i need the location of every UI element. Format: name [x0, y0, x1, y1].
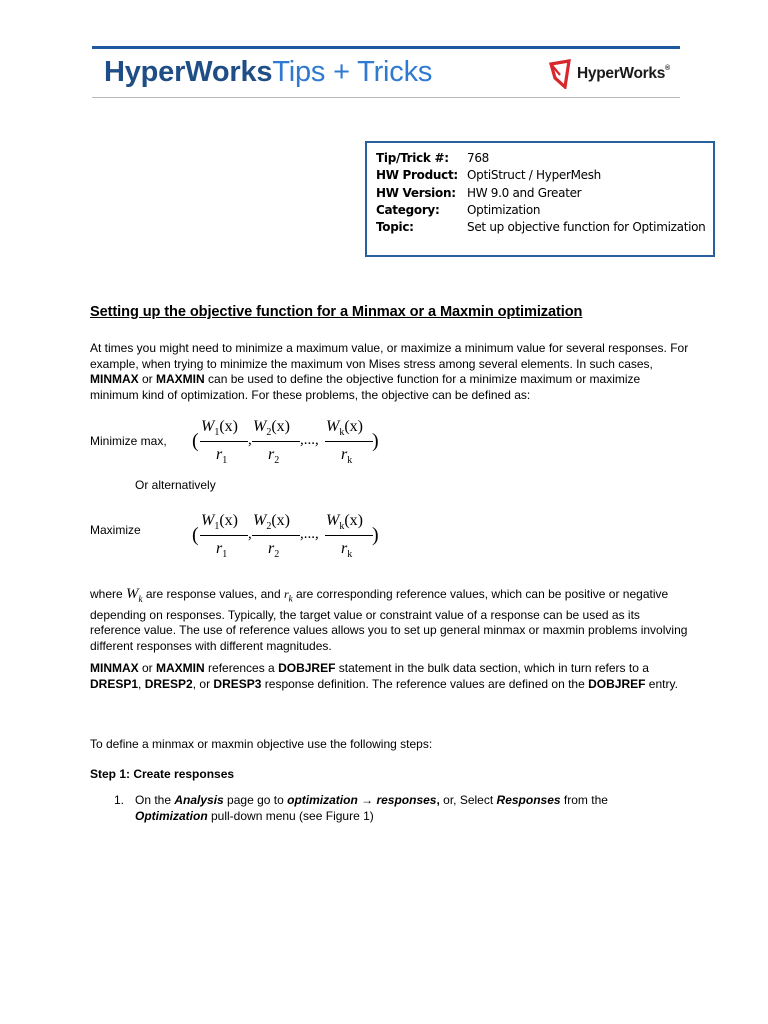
text-run: are corresponding reference values, which can be positive or negative depending on responses. Typically, the target value or constraint value of a response can be used as its reference value. The use of reference values allows you to set up general minmax or maxmin problems involving different responses with different magnitudes.: [90, 587, 688, 653]
formula-symbol: W: [201, 512, 215, 529]
info-value: HW 9.0 and Greater: [467, 185, 582, 200]
info-label: Topic:: [376, 220, 414, 235]
info-label: HW Version:: [376, 185, 456, 200]
tip-info-box: [365, 141, 715, 257]
formula-ellipsis: ,...,: [300, 526, 319, 542]
formula-symbol: r: [341, 446, 348, 463]
text-run: are response values, and: [142, 587, 284, 601]
text-run: ,: [138, 676, 145, 691]
formula-close-paren: ): [372, 524, 379, 546]
inline-math-wk: [126, 586, 143, 602]
header-top-bar: [92, 46, 680, 49]
maximize-label: Maximize: [90, 523, 141, 537]
keyword: DOBJREF: [588, 676, 646, 691]
text-run: or: [138, 372, 157, 386]
intro-paragraph: [90, 341, 690, 403]
text-run: entry.: [645, 676, 678, 691]
keyword: MAXMIN: [156, 661, 205, 675]
formula-numerator-2: [253, 512, 290, 532]
logo-trademark: ®: [665, 65, 670, 72]
info-value: 768: [467, 151, 490, 165]
text-run: or: [138, 661, 157, 675]
formula-subscript: k: [339, 521, 345, 533]
hyperworks-logo: [548, 58, 670, 90]
formula-subscript: 1: [222, 549, 228, 561]
formula-symbol: W: [201, 418, 215, 435]
header-title-brand: HyperWorks: [104, 56, 273, 88]
keyword: DRESP2: [144, 676, 193, 691]
header-title-tips: Tips + Tricks: [272, 56, 433, 88]
logo-wordmark: HyperWorks: [577, 65, 666, 82]
formula-argument: (x): [344, 512, 363, 529]
keyword: DRESP3: [213, 676, 262, 691]
info-row-topic: [376, 219, 713, 236]
formula-symbol: W: [253, 512, 267, 529]
text-run: page go to: [223, 793, 288, 807]
info-label: Tip/Trick #:: [376, 151, 449, 165]
formula-subscript: k: [339, 427, 345, 439]
info-row-tip: [376, 150, 713, 167]
info-row-version: [376, 185, 713, 202]
text-run: At times you might need to minimize a maximum value, or maximize a minimum value for several responses. For example, when trying to minimize the maximum von Mises stress among several elements. In such cases,: [90, 341, 689, 371]
step-1-heading: Step 1: Create responses: [90, 767, 235, 781]
formula-fraction-line: [325, 441, 373, 442]
formula-comma: ,: [248, 432, 252, 448]
text-run: references a: [204, 661, 279, 675]
formula-numerator-2: [253, 418, 290, 438]
math-subscript: k: [288, 593, 293, 604]
formula-subscript: 1: [214, 521, 220, 533]
info-row-category: [376, 202, 713, 219]
formula-denominator-2: [268, 540, 279, 560]
formula-subscript: 1: [214, 427, 220, 439]
info-row-product: [376, 167, 713, 184]
formula-ellipsis: ,...,: [300, 432, 319, 448]
formula-close-paren: ): [372, 430, 379, 452]
formula-subscript: 1: [222, 455, 228, 467]
text-run: , or: [192, 676, 214, 691]
info-label: Category:: [376, 202, 440, 217]
formula-fraction-line: [252, 441, 300, 442]
ui-term-optimization-menu: Optimization: [135, 808, 208, 823]
info-label: HW Product:: [376, 168, 458, 183]
formula-fraction-line: [200, 441, 248, 442]
info-value: Optimization: [467, 202, 541, 217]
math-subscript: k: [138, 594, 143, 604]
reference-values-paragraph: [90, 587, 690, 654]
altair-logo-icon: [548, 59, 572, 89]
dobjref-paragraph: [90, 661, 690, 692]
formula-open-paren: (: [192, 524, 199, 546]
formula-numerator-1: [201, 418, 238, 438]
formula-subscript: 2: [274, 455, 280, 467]
list-number: 1.: [114, 793, 125, 807]
info-value: OptiStruct / HyperMesh: [467, 168, 601, 183]
text-run: pull-down menu (see Figure 1): [207, 808, 374, 823]
text-run: can be used to define the objective function for a minimize maximum or maximize minimum kind of optimization. For these problems, the objective can be defined as:: [90, 372, 641, 402]
formula-symbol: W: [326, 418, 340, 435]
formula-denominator-2: [268, 446, 279, 466]
formula-subscript: 2: [274, 549, 280, 561]
header-title: [104, 56, 432, 89]
formula-subscript: 2: [266, 521, 272, 533]
formula-fraction-line: [252, 535, 300, 536]
ui-term-responses: responses: [376, 793, 437, 807]
formula-symbol: W: [253, 418, 267, 435]
formula-denominator-k: [341, 446, 352, 466]
formula-numerator-k: [326, 512, 363, 532]
formula-open-paren: (: [192, 430, 199, 452]
text-run: or, Select: [439, 793, 497, 807]
keyword-maxmin: MAXMIN: [156, 372, 205, 386]
text-run: from the: [560, 793, 608, 807]
math-symbol: r: [283, 587, 289, 601]
text-run: On the: [135, 793, 175, 807]
formula-denominator-1: [216, 540, 227, 560]
objective-formula-minimize: [192, 418, 392, 468]
formula-symbol: r: [216, 446, 223, 463]
text-run: ,: [436, 793, 440, 807]
text-run: statement in the bulk data section, which in turn refers to a: [335, 661, 649, 675]
math-symbol: W: [126, 586, 139, 602]
formula-symbol: W: [326, 512, 340, 529]
formula-symbol: r: [216, 540, 223, 557]
ui-term-analysis: Analysis: [174, 793, 224, 807]
formula-symbol: r: [268, 446, 275, 463]
section-title: Setting up the objective function for a Minmax or a Maxmin optimization: [90, 304, 583, 320]
formula-denominator-k: [341, 540, 352, 560]
inline-math-rk: [283, 587, 293, 604]
formula-argument: (x): [271, 512, 290, 529]
ui-term-optimization: optimization: [287, 793, 358, 807]
header-divider: [92, 97, 680, 98]
ui-term-responses-menu: Responses: [496, 793, 561, 807]
keyword: MINMAX: [90, 661, 139, 675]
keyword: DRESP1: [90, 676, 139, 691]
logo-text: [577, 65, 670, 83]
formula-symbol: r: [341, 540, 348, 557]
formula-fraction-line: [200, 535, 248, 536]
text-run: response definition. The reference values are defined on the: [261, 676, 589, 691]
text-run: where: [90, 587, 127, 601]
or-alternatively-text: Or alternatively: [135, 478, 216, 492]
objective-formula-maximize: [192, 512, 392, 562]
formula-fraction-line: [325, 535, 373, 536]
arrow-symbol: →: [357, 793, 377, 807]
formula-numerator-1: [201, 512, 238, 532]
formula-symbol: r: [268, 540, 275, 557]
formula-denominator-1: [216, 446, 227, 466]
steps-intro-paragraph: To define a minmax or maxmin objective use the following steps:: [90, 737, 433, 751]
keyword: DOBJREF: [278, 661, 336, 675]
formula-argument: (x): [219, 512, 238, 529]
list-text: [135, 793, 675, 824]
formula-argument: (x): [271, 418, 290, 435]
formula-subscript: k: [347, 455, 353, 467]
formula-argument: (x): [344, 418, 363, 435]
formula-argument: (x): [219, 418, 238, 435]
info-value: Set up objective function for Optimization: [467, 220, 706, 235]
formula-numerator-k: [326, 418, 363, 438]
formula-subscript: k: [347, 549, 353, 561]
keyword-minmax: MINMAX: [90, 372, 139, 386]
formula-comma: ,: [248, 526, 252, 542]
formula-subscript: 2: [266, 427, 272, 439]
minimize-label: Minimize max,: [90, 434, 167, 448]
